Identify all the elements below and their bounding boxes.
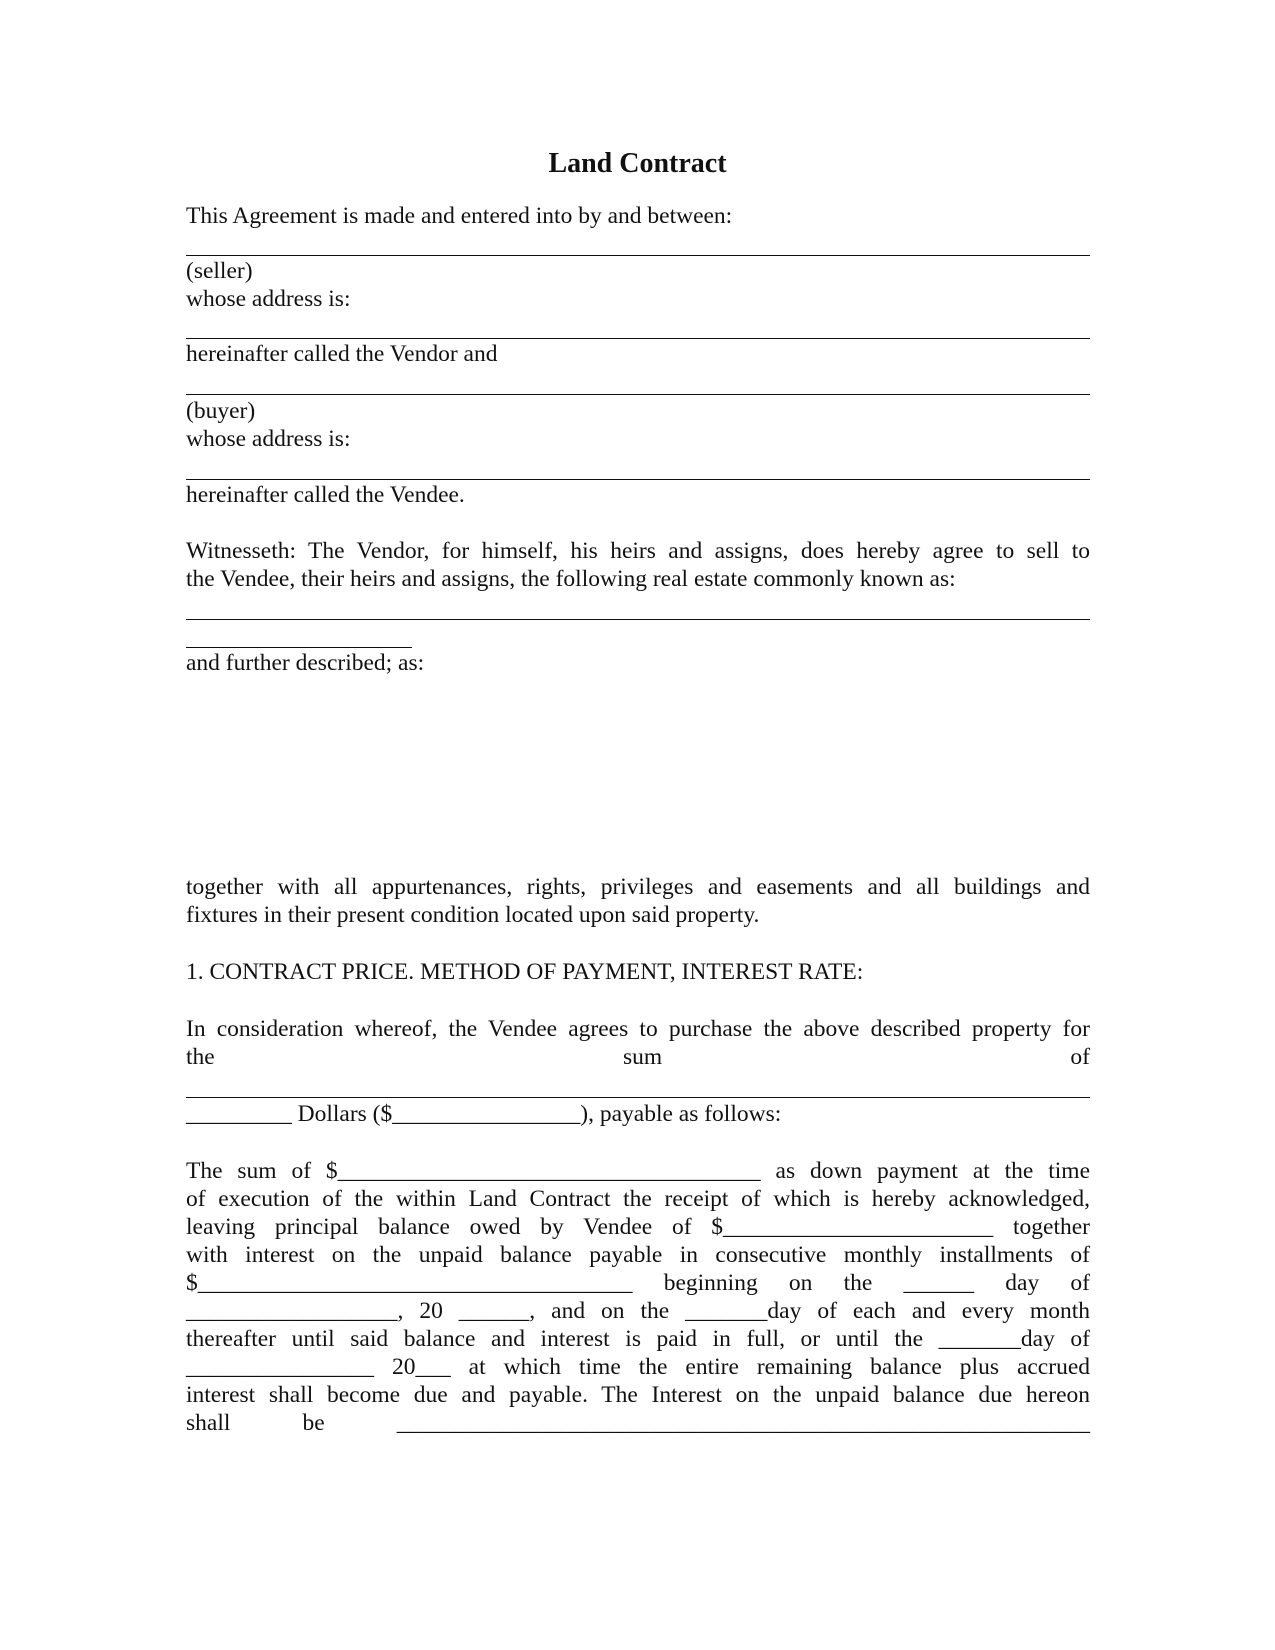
seller-label: (seller) xyxy=(186,258,253,284)
payment-line-1: The sum of $____________________________________ as down payment at the time xyxy=(186,1158,1090,1184)
buyer-name-blank[interactable] xyxy=(186,394,1090,395)
payment-line-9: interest shall become due and payable. The Interest on the unpaid balance due hereon xyxy=(186,1382,1090,1408)
payment-line-8: ________________ 20___ at which time the entire remaining balance plus accrued xyxy=(186,1354,1090,1380)
payment-line-10: shall be ___________________________________________________________ xyxy=(186,1410,1090,1436)
payment-line-6: __________________, 20 ______, and on the _______day of each and every month xyxy=(186,1298,1090,1324)
vendee-label: hereinafter called the Vendee. xyxy=(186,482,465,508)
vendor-label: hereinafter called the Vendor and xyxy=(186,341,498,367)
seller-name-blank[interactable] xyxy=(186,255,1090,256)
section-1-heading: 1. CONTRACT PRICE. METHOD OF PAYMENT, INTEREST RATE: xyxy=(186,959,864,985)
witness-text-line-2: the Vendee, their heirs and assigns, the following real estate commonly known as: xyxy=(186,566,956,592)
seller-address-label: whose address is: xyxy=(186,286,351,312)
appurtenances-line-2: fixtures in their present condition located upon said property. xyxy=(186,902,760,928)
buyer-address-label: whose address is: xyxy=(186,426,351,452)
document-title: Land Contract xyxy=(548,148,727,179)
payment-line-3: leaving principal balance owed by Vendee of $_______________________ together xyxy=(186,1214,1090,1240)
payment-line-4: with interest on the unpaid balance payable in consecutive monthly installments of xyxy=(186,1242,1090,1268)
buyer-address-blank[interactable] xyxy=(186,479,1090,480)
further-described-label: and further described; as: xyxy=(186,650,425,676)
consideration-line-1: In consideration whereof, the Vendee agrees to purchase the above described property for xyxy=(186,1016,1090,1042)
property-address-blank-2[interactable] xyxy=(186,647,412,648)
payment-line-7: thereafter until said balance and interest is paid in full, or until the _______day of xyxy=(186,1326,1090,1352)
witness-text-line-1: Witnesseth: The Vendor, for himself, his heirs and assigns, does hereby agree to sell to xyxy=(186,538,1090,564)
payment-line-5: $_____________________________________ beginning on the ______ day of xyxy=(186,1270,1090,1296)
payment-line-2: of execution of the within Land Contract the receipt of which is hereby acknowledged, xyxy=(186,1186,1090,1212)
dollars-line: _________ Dollars ($________________), payable as follows: xyxy=(186,1101,782,1127)
appurtenances-line-1: together with all appurtenances, rights, privileges and easements and all buildings and xyxy=(186,874,1090,900)
property-address-blank-1[interactable] xyxy=(186,619,1090,620)
buyer-label: (buyer) xyxy=(186,398,256,424)
consideration-line-2: the sum of xyxy=(186,1044,1090,1070)
sum-words-blank[interactable] xyxy=(186,1097,1090,1098)
intro-text: This Agreement is made and entered into by and between: xyxy=(186,203,733,229)
seller-address-blank[interactable] xyxy=(186,338,1090,339)
